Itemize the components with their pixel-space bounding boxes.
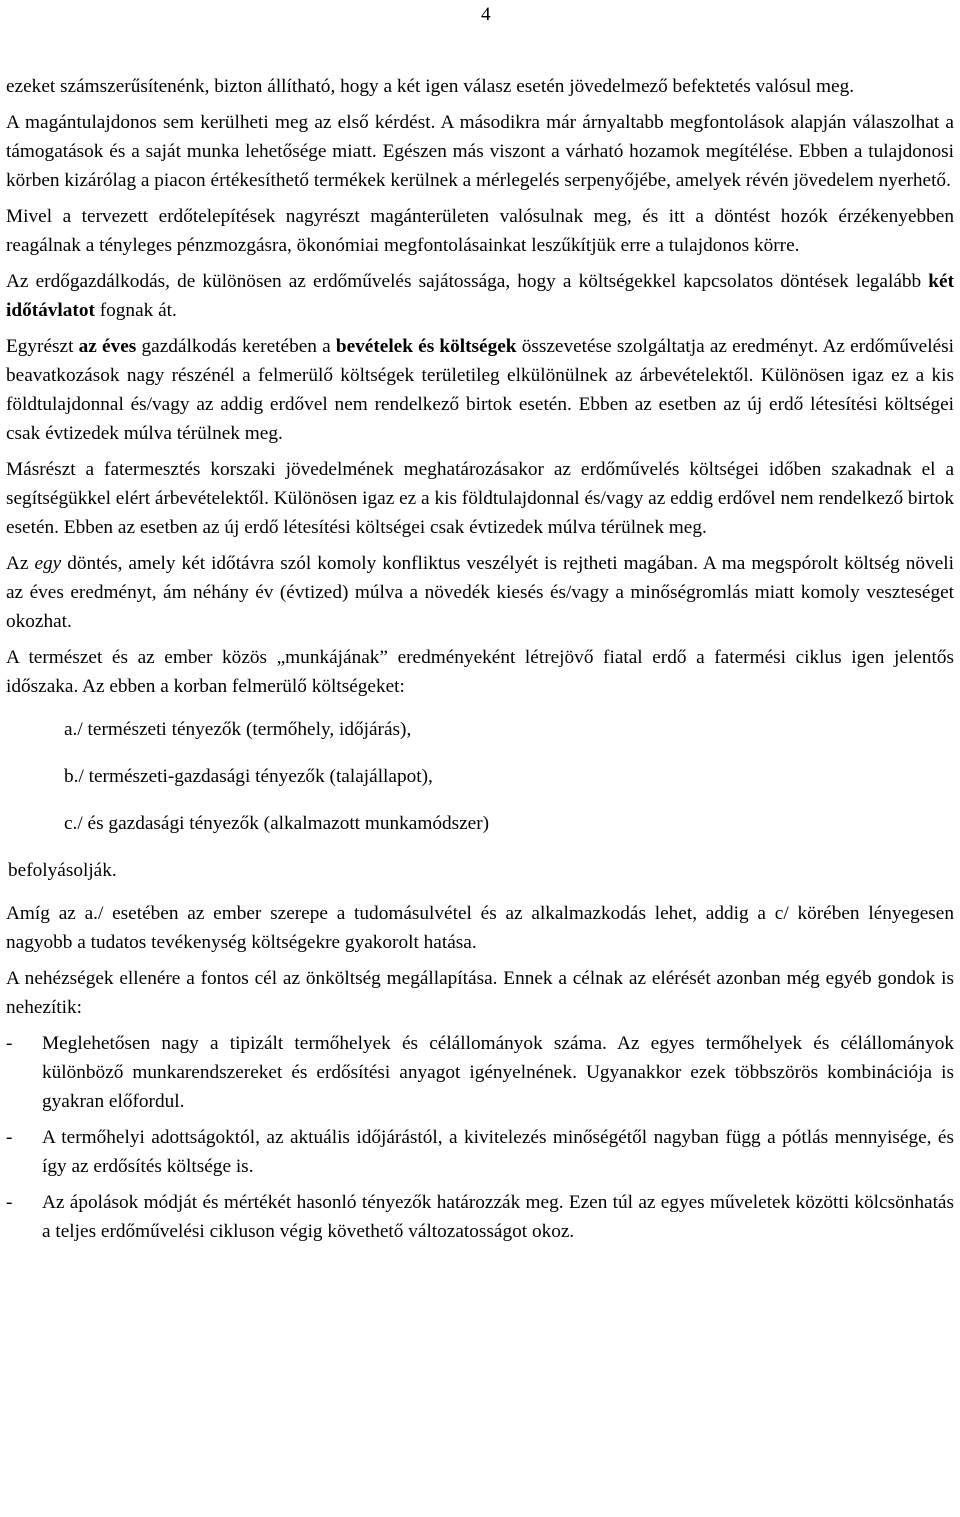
paragraph-4-bold: két időtávlatot — [6, 271, 954, 321]
paragraph-4-text-c: fognak át. — [94, 300, 177, 321]
spacer — [6, 885, 954, 899]
paragraph-11: A nehézségek ellenére a fontos cél az önköltség megállapítása. Ennek a célnak az elérését azonban még egyéb gondok is nehezítik: — [6, 968, 954, 1018]
paragraph-5-bold-annual: az éves — [78, 336, 137, 357]
difficulty-text: A termőhelyi adottságoktól, az aktuális időjárástól, a kivitelezés minőségétől nagyban függ a pótlás mennyisége, és így az erdősítés költsége is. — [42, 1127, 954, 1177]
factor-item: a./ természeti tényezők (termőhely, időjárás), — [64, 719, 412, 740]
difficulty-item — [6, 1123, 954, 1181]
paragraph-5-text-e: összevetése szolgáltatja az eredményt. Az erdőművelési beavatkozások nagy részénél a felmerülő költségek területileg elkülönülnek az árbevételektől. Különösen igaz ez a kis földtulajdonnal és/vagy az addig erdővel nem rendelkező birtok esetén. Ebben az esetben az új erdő létesítési költségei csak évtizedek múlva térülnek meg. — [6, 336, 954, 444]
factor-item: c./ és gazdasági tényezők (alkalmazott munkamódszer) — [64, 813, 490, 834]
paragraph-7 — [6, 549, 954, 636]
paragraph-3: Mivel a tervezett erdőtelepítések nagyrészt magánterületen valósulnak meg, és itt a döntést hozók érzékenyebben reagálnak a tényleges pénzmozgásra, ökonómiai megfontolásainkat leszűkítjük erre a tulajdonos körre. — [6, 206, 954, 256]
paragraph-8: A természet és az ember közös „munkájának” eredményeként létrejövő fiatal erdő a fatermési ciklus igen jelentős időszaka. Az ebben a korban felmerülő költségeket: — [6, 647, 954, 697]
paragraph-4-text-a: Az erdőgazdálkodás, de különösen az erdőművelés sajátossága, hogy a költségekkel kapcsolatos döntések legalább — [6, 271, 929, 292]
difficulty-item — [6, 1188, 954, 1246]
paragraph-7-text-a: Az — [6, 553, 35, 574]
difficulty-text: Az ápolások módját és mértékét hasonló tényezők határozzák meg. Ezen túl az egyes műveletek közötti kölcsönhatás a teljes erdőművelési cikluson végig követhető változatosságot okoz. — [42, 1192, 954, 1242]
paragraph-7-text-c: döntés, amely két időtávra szól komoly konfliktus veszélyét is rejtheti magában. A ma megspórolt költség növeli az éves eredményt, ám néhány év (évtized) múlva a növedék kiesés és/vagy a minőségromlás miatt komoly veszteséget okozhat. — [6, 553, 954, 632]
page-number: 4 — [481, 4, 491, 25]
difficulty-list — [6, 1029, 954, 1246]
factor-item: b./ természeti-gazdasági tényezők (talajállapot), — [64, 766, 433, 787]
dash-marker: - — [6, 1127, 13, 1148]
paragraph-10: Amíg az a./ esetében az ember szerepe a tudomásulvétel és az alkalmazkodás lehet, addig a c/ körében lényegesen nagyobb a tudatos tevékenység költségekre gyakorolt hatása. — [6, 903, 954, 953]
document-body — [6, 72, 954, 1253]
paragraph-6: Másrészt a fatermesztés korszaki jövedelmének meghatározásakor az erdőművelés költségei időben szakadnak el a segítségükkel elért árbevételektől. Különösen igaz ez a kis földtulajdonnal és/vagy az eddig erdővel nem rendelkező birtok esetén. Ebben az esetben az új erdő létesítési költségei csak évtizedek múlva térülnek meg. — [6, 459, 954, 538]
difficulty-text: Meglehetősen nagy a tipizált termőhelyek és célállományok száma. Az egyes termőhelyek és célállományok különböző munkarendszereket és erdősítési anyagot igényelnének. Ugyanakkor ezek többszörös kombinációja is gyakran előfordul. — [42, 1033, 954, 1112]
paragraph-2: A magántulajdonos sem kerülheti meg az első kérdést. A másodikra már árnyaltabb megfontolások alapján válaszolhat a támogatások és a saját munka lehetősége miatt. Egészen más viszont a várható hozamok megítélése. Ebben a tulajdonosi körben kizárólag a piacon értékesíthető termékek kerülnek a mérlegelés serpenyőjébe, amelyek révén jövedelem nyerhető. — [6, 112, 954, 191]
dash-marker: - — [6, 1033, 13, 1054]
paragraph-7-italic: egy — [34, 553, 62, 574]
paragraph-4 — [6, 267, 954, 325]
paragraph-5-bold-revenue-costs: bevételek és költségek — [335, 336, 517, 357]
factor-list — [6, 715, 954, 838]
paragraph-1: ezeket számszerűsítenénk, bizton állítható, hogy a két igen válasz esetén jövedelmező befektetés valósul meg. — [6, 76, 855, 97]
paragraph-5-text-c: gazdálkodás keretében a — [136, 336, 336, 357]
difficulty-item — [6, 1029, 954, 1116]
dash-marker: - — [6, 1192, 13, 1213]
paragraph-5 — [6, 332, 954, 448]
paragraph-5-text-a: Egyrészt — [6, 336, 79, 357]
paragraph-9: befolyásolják. — [8, 860, 117, 881]
